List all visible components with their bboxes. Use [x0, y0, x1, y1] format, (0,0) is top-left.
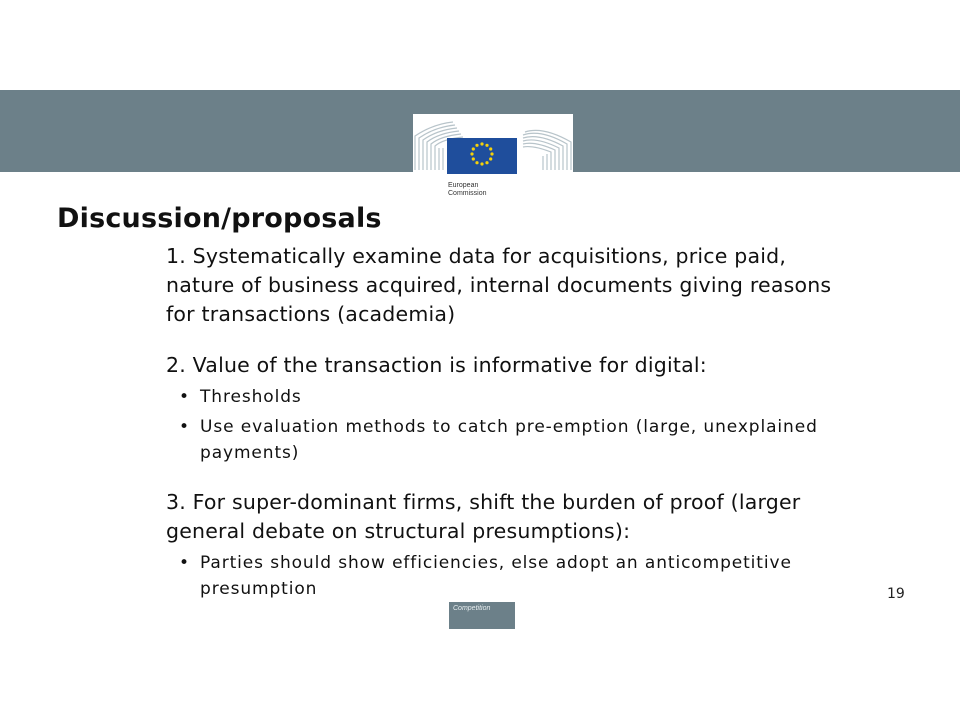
slide-body: [166, 242, 856, 606]
bullet-icon: •: [179, 387, 190, 407]
logo-line-1: European: [448, 182, 479, 189]
bullet-item: [166, 550, 856, 602]
section-3-bullets: [166, 550, 856, 602]
logo-text: [448, 182, 487, 197]
competition-label: Competition: [453, 605, 491, 612]
section-1-text: 1. Systematically examine data for acquisitions, price paid, nature of business acquired, internal documents giving reasons for transactions (academia): [166, 244, 832, 326]
bullet-text: Thresholds: [200, 387, 302, 407]
competition-badge: [449, 602, 515, 629]
berlaymont-building-icon: [413, 114, 573, 184]
bullet-icon: •: [179, 553, 190, 573]
slide-title: Discussion/proposals: [57, 203, 382, 234]
section-3-text: 3. For super-dominant firms, shift the burden of proof (larger general debate on structural presumptions):: [166, 490, 801, 543]
european-commission-logo: [413, 114, 573, 196]
bullet-item: [166, 384, 856, 410]
section-2-text: 2. Value of the transaction is informative for digital:: [166, 353, 707, 377]
bullet-text: Use evaluation methods to catch pre-emption (large, unexplained payments): [200, 417, 818, 463]
bullet-text: Parties should show efficiencies, else adopt an anticompetitive presumption: [200, 553, 792, 599]
bullet-item: [166, 414, 856, 466]
bullet-icon: •: [179, 417, 190, 437]
section-2-bullets: [166, 384, 856, 466]
page-number: 19: [887, 586, 905, 602]
logo-line-2: Commission: [448, 189, 487, 197]
